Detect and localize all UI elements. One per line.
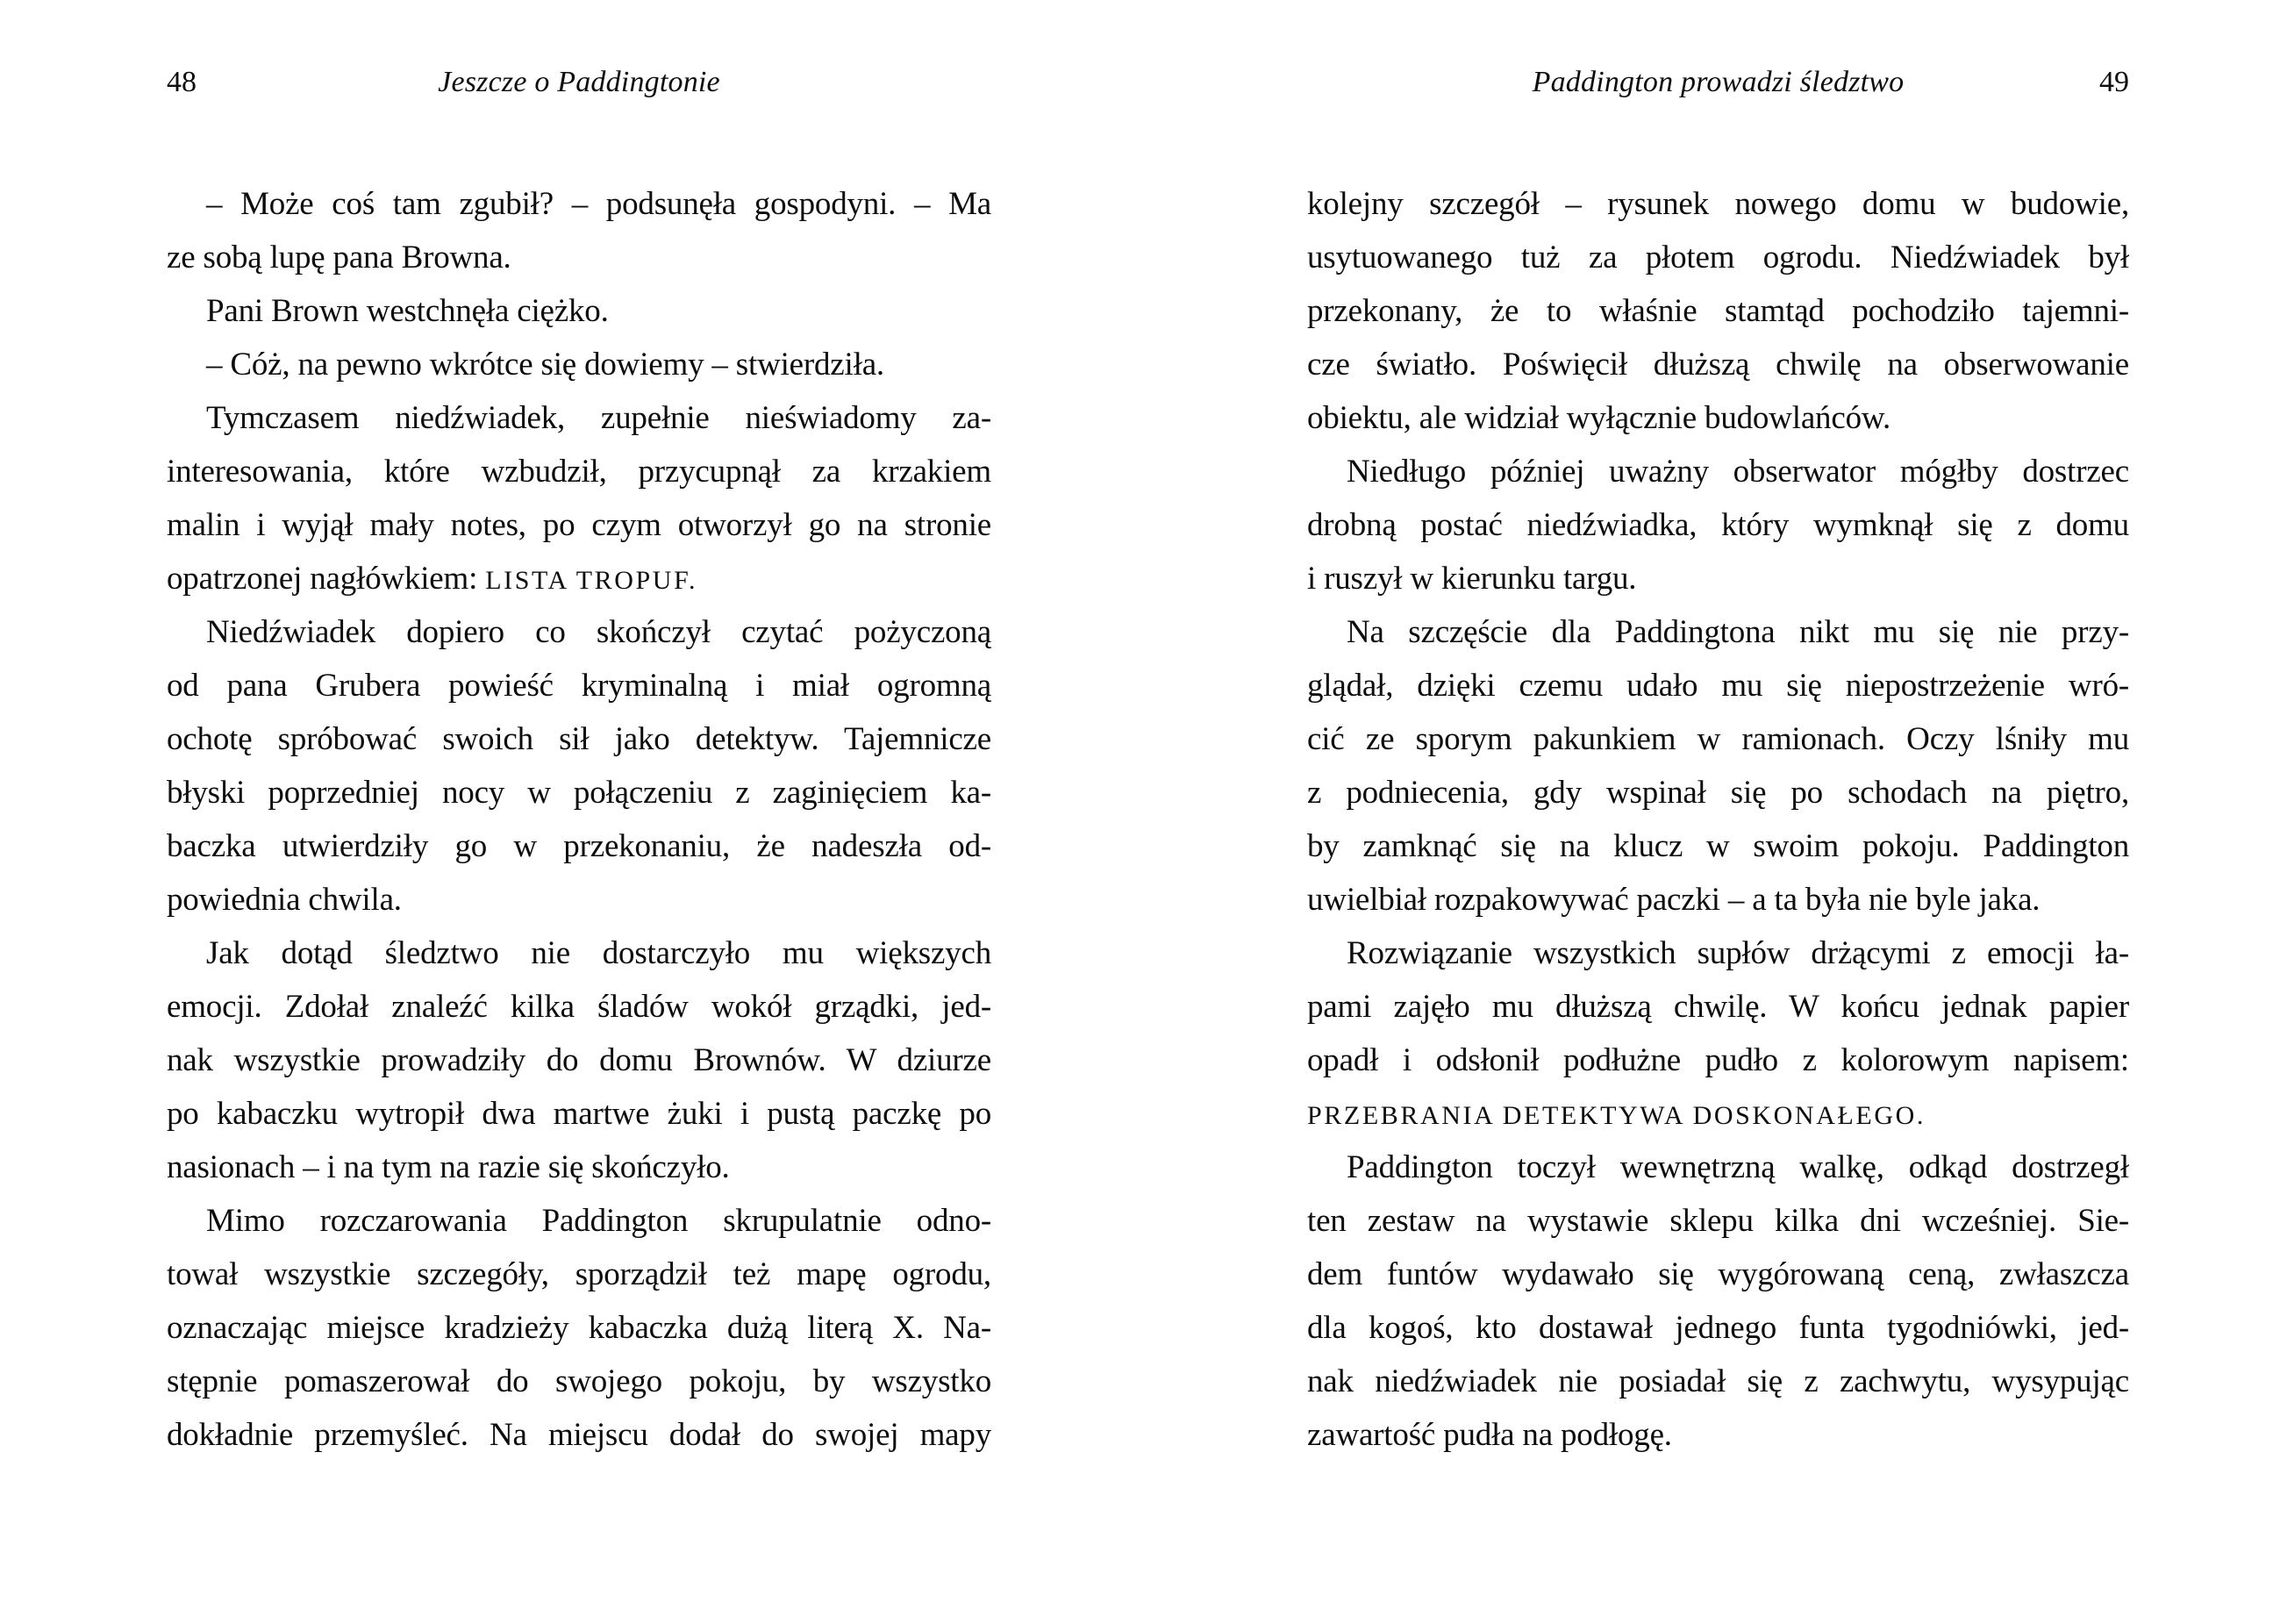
page-right <box>1140 0 2280 1624</box>
text-line <box>167 177 991 231</box>
text-segment: ze sobą lupę pana Browna. <box>167 240 511 275</box>
text-line <box>1307 231 2129 284</box>
text-line <box>1307 1248 2129 1301</box>
text-line <box>1307 1408 2129 1462</box>
text-segment: emocji. Zdołał znaleźć kilka śladów wokół grządki, jed- <box>167 989 991 1025</box>
text-segment: – Cóż, na pewno wkrótce się dowiemy – stwierdziła. <box>206 347 884 383</box>
text-segment: cze światło. Poświęcił dłuższą chwilę na obserwowanie <box>1307 347 2129 383</box>
text-segment: uwielbiał rozpakowywać paczki – a ta była nie byle jaka. <box>1307 882 2041 918</box>
text-segment: Tymczasem niedźwiadek, zupełnie nieświadomy za- <box>206 400 991 436</box>
text-segment: stępnie pomaszerował do swojego pokoju, by wszystko <box>167 1363 991 1399</box>
text-segment: Rozwiązanie wszystkich supłów drżącymi z emocji ła- <box>1347 935 2129 971</box>
text-line <box>167 605 991 659</box>
text-segment: Niedźwiadek dopiero co skończył czytać pożyczoną <box>206 614 991 650</box>
text-line <box>1307 391 2129 445</box>
text-segment: dla kogoś, kto dostawał jednego funta tygodniówki, jed- <box>1307 1310 2129 1346</box>
text-segment: malin i wyjął mały notes, po czym otworzył go na stronie <box>167 507 991 543</box>
text-line <box>1307 873 2129 926</box>
text-segment: ten zestaw na wystawie sklepu kilka dni wcześniej. Sie- <box>1307 1203 2129 1239</box>
text-line <box>167 391 991 445</box>
text-segment: Pani Brown westchnęła ciężko. <box>206 293 609 329</box>
text-line <box>167 659 991 712</box>
text-segment: baczka utwierdziły go w przekonaniu, że nadeszła od- <box>167 828 991 864</box>
text-line <box>167 1408 991 1462</box>
text-segment: od pana Grubera powieść kryminalną i miał ogromną <box>167 668 991 704</box>
text-line <box>1307 766 2129 819</box>
text-line <box>1307 445 2129 498</box>
text-line <box>167 1141 991 1194</box>
text-line <box>167 498 991 552</box>
running-header: Paddington prowadzi śledztwo <box>1532 66 1905 98</box>
page-header <box>1307 63 2129 102</box>
small-caps-text: LISTA TROPUF. <box>485 566 698 595</box>
text-segment: Niedługo później uważny obserwator mógłby dostrzec <box>1347 454 2129 490</box>
text-line <box>1307 1087 2129 1141</box>
text-line <box>1307 177 2129 231</box>
text-segment: dem funtów wydawało się wygórowaną ceną, zwłaszcza <box>1307 1256 2129 1292</box>
small-caps-text: PRZEBRANIA DETEKTYWA DOSKONAŁEGO. <box>1307 1101 1926 1130</box>
page-number: 49 <box>2099 66 2129 98</box>
text-line <box>167 766 991 819</box>
text-line <box>167 284 991 338</box>
text-line <box>167 926 991 980</box>
text-line <box>1307 1141 2129 1194</box>
text-line <box>1307 284 2129 338</box>
text-line <box>1307 819 2129 873</box>
text-line <box>167 445 991 498</box>
text-line <box>167 1194 991 1248</box>
text-line <box>1307 926 2129 980</box>
text-segment: usytuowanego tuż za płotem ogrodu. Niedźwiadek był <box>1307 240 2129 275</box>
text-line <box>1307 980 2129 1034</box>
text-segment: dokładnie przemyśleć. Na miejscu dodał do swojej mapy <box>167 1417 991 1453</box>
text-line <box>167 819 991 873</box>
running-header: Jeszcze o Paddingtonie <box>438 66 720 98</box>
text-segment: przekonany, że to właśnie stamtąd pochodziło tajemni- <box>1307 293 2129 329</box>
text-segment: Na szczęście dla Paddingtona nikt mu się nie przy- <box>1347 614 2129 650</box>
text-segment: Jak dotąd śledztwo nie dostarczyło mu większych <box>206 935 991 971</box>
text-segment: by zamknąć się na klucz w swoim pokoju. Paddington <box>1307 828 2129 864</box>
text-segment: interesowania, które wzbudził, przycupnął za krzakiem <box>167 454 991 490</box>
text-segment: pami zajęło mu dłuższą chwilę. W końcu jednak papier <box>1307 989 2129 1025</box>
text-line <box>167 231 991 284</box>
text-segment: zawartość pudła na podłogę. <box>1307 1417 1672 1453</box>
text-segment: glądał, dzięki czemu udało mu się niepostrzeżenie wró- <box>1307 668 2129 704</box>
text-segment: powiednia chwila. <box>167 882 402 918</box>
text-line <box>167 873 991 926</box>
text-line <box>167 1355 991 1408</box>
text-segment: tował wszystkie szczegóły, sporządził też mapę ogrodu, <box>167 1256 991 1292</box>
text-line <box>1307 605 2129 659</box>
text-line <box>167 338 991 391</box>
text-segment: Paddington toczył wewnętrzną walkę, odkąd dostrzegł <box>1347 1149 2129 1185</box>
text-segment: i ruszył w kierunku targu. <box>1307 561 1637 597</box>
text-line <box>167 552 991 605</box>
text-segment: ochotę spróbować swoich sił jako detektyw. Tajemnicze <box>167 721 991 757</box>
text-line <box>1307 338 2129 391</box>
text-segment: drobną postać niedźwiadka, który wymknął się z domu <box>1307 507 2129 543</box>
text-line <box>167 1301 991 1355</box>
text-line <box>167 1034 991 1087</box>
text-segment: po kabaczku wytropił dwa martwe żuki i pustą paczkę po <box>167 1096 991 1132</box>
text-segment: – Może coś tam zgubił? – podsunęła gospodyni. – Ma <box>206 186 991 222</box>
text-line <box>1307 712 2129 766</box>
text-line <box>1307 1301 2129 1355</box>
text-segment: obiektu, ale widział wyłącznie budowlańców. <box>1307 400 1891 436</box>
text-segment: nak wszystkie prowadziły do domu Brownów. W dziurze <box>167 1042 991 1078</box>
text-segment: Mimo rozczarowania Paddington skrupulatnie odno- <box>206 1203 991 1239</box>
page-body <box>1307 177 2129 1462</box>
page-number: 48 <box>167 66 197 98</box>
text-line <box>1307 1355 2129 1408</box>
text-segment: z podniecenia, gdy wspinał się po schodach na piętro, <box>1307 775 2129 811</box>
page-body <box>167 177 991 1462</box>
text-line <box>1307 1194 2129 1248</box>
text-line <box>1307 498 2129 552</box>
text-segment: nak niedźwiadek nie posiadał się z zachwytu, wysypując <box>1307 1363 2129 1399</box>
text-line <box>1307 552 2129 605</box>
text-segment: opatrzonej nagłówkiem: <box>167 561 486 597</box>
text-line <box>167 1087 991 1141</box>
text-line <box>167 980 991 1034</box>
page-header <box>167 63 991 102</box>
text-line <box>1307 1034 2129 1087</box>
text-line <box>1307 659 2129 712</box>
text-segment: nasionach – i na tym na razie się skończyło. <box>167 1149 730 1185</box>
text-segment: oznaczając miejsce kradzieży kabaczka dużą literą X. Na- <box>167 1310 991 1346</box>
text-segment: kolejny szczegół – rysunek nowego domu w budowie, <box>1307 186 2129 222</box>
text-segment: opadł i odsłonił podłużne pudło z kolorowym napisem: <box>1307 1042 2129 1078</box>
text-segment: błyski poprzedniej nocy w połączeniu z zaginięciem ka- <box>167 775 991 811</box>
text-line <box>167 712 991 766</box>
text-segment: cić ze sporym pakunkiem w ramionach. Oczy lśniły mu <box>1307 721 2129 757</box>
text-line <box>167 1248 991 1301</box>
